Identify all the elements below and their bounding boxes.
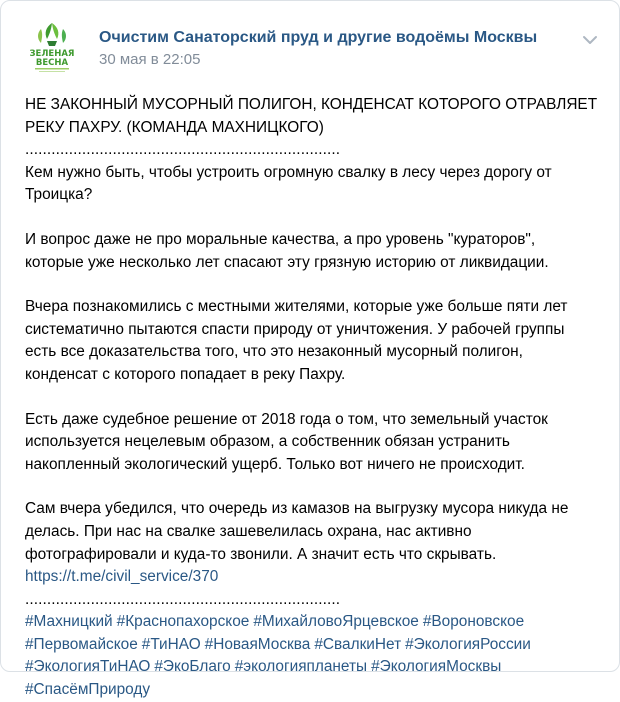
hashtag-link[interactable]: #ЭкологияТиНАО (25, 658, 151, 676)
post-text (25, 94, 601, 702)
separator: ........................................................................ (25, 141, 341, 159)
telegram-link[interactable]: https://t.me/civil_service/370 (25, 568, 219, 586)
paragraph-line: Кем нужно быть, чтобы устроить огромную свалку в лесу через дорогу от (25, 163, 552, 181)
post-header (21, 17, 599, 77)
hashtag-link[interactable]: #Первомайское (25, 635, 138, 653)
hashtag-link[interactable]: #ЭкологияМосквы (371, 658, 502, 676)
hashtag-link[interactable]: #СвалкиНет (314, 635, 402, 653)
hashtag-link[interactable]: #Вороновское (422, 613, 525, 631)
hashtag-link[interactable]: #ТиНАО (141, 635, 201, 653)
post-date-link[interactable]: 30 мая в 22:05 (99, 51, 201, 68)
hashtag-link[interactable]: #НоваяМосква (204, 635, 311, 653)
paragraph-line: фотографировали и куда-то звонили. А значит есть что скрывать. (25, 545, 497, 563)
paragraph-line: Есть даже судебное решение от 2018 года о том, что земельный участок (25, 410, 548, 428)
paragraph-line: систематично пытаются спасти природу от уничтожения. У рабочей группы (25, 320, 565, 338)
hashtag-link[interactable]: #МихайловоЯрцевское (253, 613, 419, 631)
chevron-down-icon[interactable] (581, 31, 599, 49)
paragraph-line: есть все доказательства того, что это незаконный мусорный полигон, (25, 343, 523, 361)
svg-text:ВЕСНА: ВЕСНА (35, 58, 69, 68)
paragraph-line: делась. При нас на свалке зашевелилась охрана, нас активно (25, 522, 472, 540)
paragraph-line: которые уже несколько лет спасают эту грязную историю от ликвидации. (25, 253, 549, 271)
hashtag-link[interactable]: #Махницкий (25, 613, 113, 631)
hashtag-link[interactable]: #экологияпланеты (234, 658, 368, 676)
post-title-line: НЕ ЗАКОННЫЙ МУСОРНЫЙ ПОЛИГОН, КОНДЕНСАТ КОТОРОГО ОТРАВЛЯЕТ (25, 96, 598, 113)
separator: ........................................................................ (25, 590, 341, 608)
paragraph-line: И вопрос даже не про моральные качества, а про уровень "кураторов", (25, 230, 536, 248)
community-name-link[interactable]: Очистим Санаторский пруд и другие водоёмы Москвы (99, 29, 538, 46)
hashtag-link[interactable]: #СпасёмПрироду (25, 681, 151, 699)
paragraph-line: Вчера познакомились с местными жителями, которые уже больше пяти лет (25, 298, 568, 316)
paragraph-line: используется нецелевым образом, а собственник обязан устранить (25, 433, 510, 451)
paragraph-line: Сам вчера убедился, что очередь из камазов на выгрузку мусора никуда не (25, 500, 569, 518)
green-spring-logo-icon (21, 17, 83, 79)
paragraph-line: Троицка? (25, 186, 93, 204)
paragraph-line: накопленный экологический ущерб. Только вот ничего не происходит. (25, 455, 525, 473)
svg-text:ЗЕЛЕНАЯ: ЗЕЛЕНАЯ (29, 49, 75, 59)
hashtag-list (25, 611, 601, 701)
hashtag-link[interactable]: #ЭкоБлаго (154, 658, 231, 676)
paragraph-line: конденсат с которого попадает в реку Пахру. (25, 365, 346, 383)
community-avatar[interactable] (21, 17, 83, 79)
hashtag-link[interactable]: #ЭкологияРоссии (405, 635, 531, 653)
hashtag-link[interactable]: #Краснопахорское (116, 613, 250, 631)
post-title-line: РЕКУ ПАХРУ. (КОМАНДА МАХНИЦКОГО) (25, 118, 324, 136)
